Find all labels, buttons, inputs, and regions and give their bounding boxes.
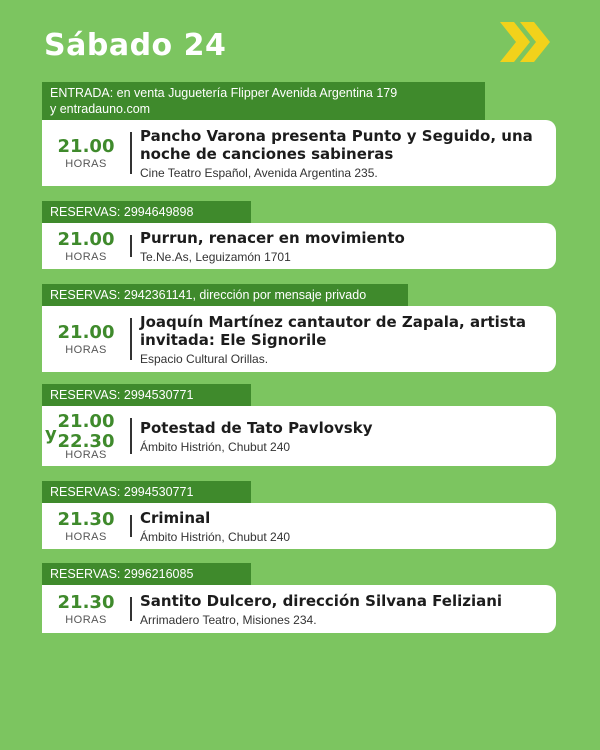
time-block: [42, 503, 130, 549]
reservation-tag: [42, 201, 251, 223]
event-info: [132, 120, 556, 186]
event-card: [42, 120, 556, 186]
time-block: [42, 585, 130, 633]
event-time-second: 22.30: [57, 430, 115, 452]
event-block: [42, 82, 556, 186]
reservation-text: RESERVAS: 2994530771: [50, 388, 194, 402]
event-title: Joaquín Martínez cantautor de Zapala, artista invitada: Ele Signorile: [140, 312, 527, 349]
reservation-tag: [42, 384, 251, 406]
event-venue: Ámbito Histrión, Chubut 240: [140, 439, 291, 454]
event-title: Pancho Varona presenta Punto y Seguido, una noche de canciones sabineras: [140, 126, 533, 163]
reservation-tag: [42, 284, 408, 306]
event-info: [132, 223, 556, 269]
event-venue: Te.Ne.As, Leguizamón 1701: [140, 249, 291, 264]
time-block: [42, 406, 130, 466]
event-card: [42, 306, 556, 372]
ticket-info-line: y entradauno.com: [50, 102, 151, 116]
double-chevron-right-icon: [496, 20, 556, 64]
reservation-text: RESERVAS: 2994649898: [50, 205, 194, 219]
event-time: 21.00: [57, 321, 115, 343]
event-venue: Arrimadero Teatro, Misiones 234.: [140, 612, 317, 627]
event-title: Potestad de Tato Pavlovsky: [140, 418, 373, 437]
ticket-info-line: ENTRADA: en venta Juguetería Flipper Avenida Argentina 179: [50, 86, 398, 100]
event-card: [42, 406, 556, 466]
reservation-text: RESERVAS: 2994530771: [50, 485, 194, 499]
event-title: Purrun, renacer en movimiento: [140, 228, 405, 247]
time-unit: HORAS: [65, 157, 107, 170]
reservation-tag: [42, 563, 251, 585]
event-block: [42, 384, 556, 466]
page-title: Sábado 24: [44, 28, 227, 63]
event-info: [132, 306, 556, 372]
event-block: [42, 201, 556, 269]
reservation-tag: [42, 481, 251, 503]
event-time: 21.30: [57, 508, 115, 530]
event-venue: Ámbito Histrión, Chubut 240: [140, 529, 291, 544]
event-time: 21.30: [57, 591, 115, 613]
event-block: [42, 284, 556, 372]
event-block: [42, 563, 556, 633]
event-info: [132, 585, 556, 633]
event-info: [132, 503, 556, 549]
time-unit: HORAS: [65, 448, 107, 461]
event-time: 21.00: [57, 410, 115, 432]
reservation-text: RESERVAS: 2996216085: [50, 567, 194, 581]
event-title: Criminal: [140, 508, 211, 527]
event-title: Santito Dulcero, dirección Silvana Feliziani: [140, 591, 503, 610]
event-block: [42, 481, 556, 549]
event-venue: Espacio Cultural Orillas.: [140, 351, 269, 366]
event-card: [42, 585, 556, 633]
ticket-info-tag: [42, 82, 485, 120]
time-block: [42, 223, 130, 269]
time-block: [42, 306, 130, 372]
event-time: 21.00: [57, 228, 115, 250]
event-venue: Cine Teatro Español, Avenida Argentina 235.: [140, 165, 378, 180]
time-block: [42, 120, 130, 186]
event-info: [132, 406, 556, 466]
time-conjunction: y: [45, 424, 57, 445]
time-unit: HORAS: [65, 530, 107, 543]
event-card: [42, 223, 556, 269]
time-unit: HORAS: [65, 343, 107, 356]
time-unit: HORAS: [65, 613, 107, 626]
time-unit: HORAS: [65, 250, 107, 263]
reservation-text: RESERVAS: 2942361141, dirección por mensaje privado: [50, 288, 367, 302]
event-time: 21.00: [57, 135, 115, 157]
event-card: [42, 503, 556, 549]
